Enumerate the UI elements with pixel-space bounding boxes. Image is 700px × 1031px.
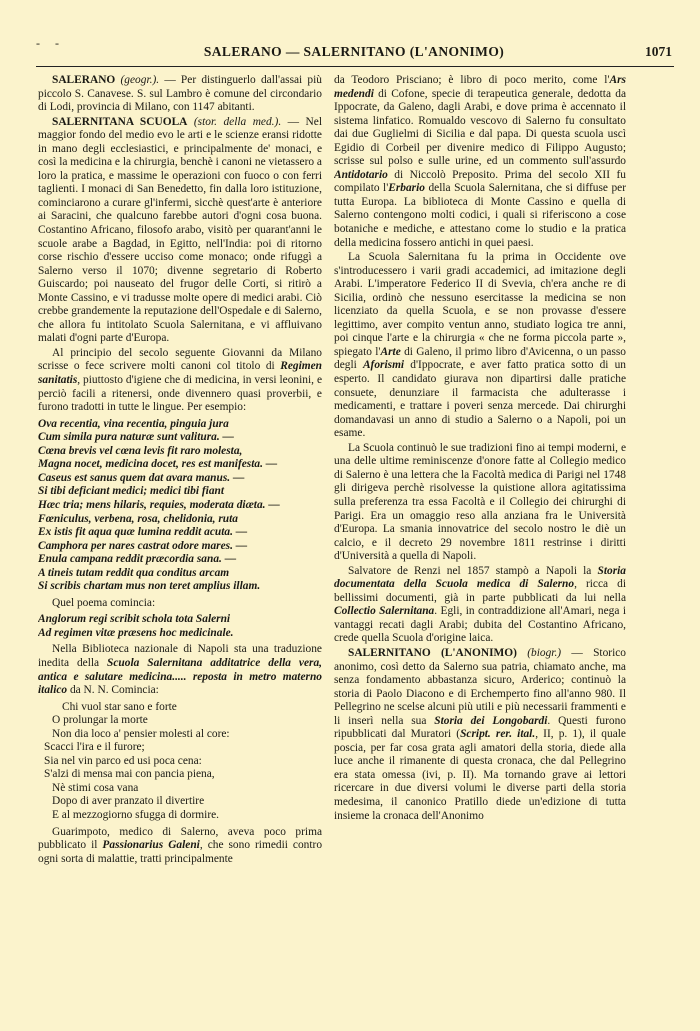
verse-line: A tineis tutam reddit qua conditus arcam (38, 566, 230, 579)
text-run: , che sono rimedii contro ogni sorta di malattie, tratti principalmente (38, 839, 322, 865)
header-rule (36, 66, 674, 67)
work-title: Script. rer. ital. (460, 728, 536, 741)
text-run: Nella Biblioteca nazionale di Napoli sta una traduzione inedita della (38, 643, 322, 669)
work-title: Antidotario (334, 168, 388, 181)
text-run: di Cofone, specie di terapeutica generale, dedotta da Ippocrate, da Galeno, dagli Arabi, e dove prima è accennato il sistema linfatico. Romualdo vescovo di Salerno fu consultato dai due Guglielmi di Sicilia e dal papa. Di questa scuola uscì Egidio di Corbeil per divenire medico di Filippo Augusto; scrisse sul polso e sulle urine, ed un commento sull'assurdo (334, 87, 626, 168)
left-column (38, 74, 322, 1019)
text-run: Al principio del secolo seguente Giovanni da Milano scrisse o fece scrivere molti canoni col titolo di (38, 346, 322, 373)
entry-tag: (stor. della med.). (193, 115, 282, 128)
entry-headword: SALERNITANO (L'ANONIMO) (348, 646, 517, 659)
verse-line: Caseus est sanus quem dat avara manus. — (38, 471, 245, 484)
paragraph: Quel poema comincia: (52, 596, 156, 609)
page-number: 1071 (645, 44, 672, 59)
paragraph (38, 347, 322, 415)
entry-headword: SALERANO (52, 74, 116, 86)
poem-line: Chi vuol star sano e forte (62, 700, 177, 713)
text-run: Guarimpoto, medico di Salerno, aveva poco prima pubblicato il (38, 825, 322, 852)
verse-line: Ex istis fit aqua quæ lumina reddit acuta. — (38, 526, 248, 539)
latin-verses-opening (38, 613, 322, 640)
text-run: . Egli, in contraddizione all'Amari, nega i vantaggi recati dagli Arabi; dubita del Costantino Africano, crede quella Scuola d'origine laica. (334, 605, 626, 645)
text-run: — Storico anonimo, così detto da Salerno sua patria, chiamato anche, ma senza fondamento abbastanza sicuro, Arderico; continuò la storia di Paolo Diacono e di Erchemperto fino all'anno 980. Il Pellegrino ne scelse alcuni più utili e più necessarii frammenti e li inserì nella sua (334, 646, 626, 727)
work-title: Scuola Salernitana additatrice della vera, antica e salutare medicina..... reposta in metro materno italico (38, 656, 322, 697)
poem-line: Sia nel vin parco ed usi poca cena: (44, 754, 202, 767)
entry-text: — Per distinguerlo dall'assai più piccolo S. Canavese. S. sul Lambro è comune del circondario di Lodi, provincia di Milano, con 1147 abitanti. (38, 74, 322, 114)
verse-line: Ad regimen vitæ præsens hoc medicinale. (38, 626, 234, 639)
paragraph (334, 251, 626, 441)
text-run: Salvatore de Renzi nel 1857 stampò a Napoli la (348, 564, 598, 577)
entry-tag: (biogr.) (527, 646, 562, 659)
work-title: Storia documentata della Scuola medica di Salerno (334, 564, 626, 591)
poem-line: E al mezzogiorno sfugga di dormire. (52, 808, 220, 821)
paragraph (38, 826, 322, 867)
header-mark: - - (36, 36, 65, 50)
verse-line: Hæc tria; mens hilaris, requies, moderata diæta. — (38, 498, 280, 511)
work-title: Passionarius Galeni (102, 839, 200, 852)
verse-line: Si tibi deficiant medici; medici tibi fiant (38, 485, 225, 498)
paragraph (334, 74, 626, 250)
verse-line: Camphora per nares castrat odore mares. — (38, 539, 248, 552)
work-title: Storia dei Longobardi (434, 714, 548, 727)
work-title: Aforismi (362, 359, 405, 372)
verse-line: Cum simila pura naturæ sunt valitura. — (38, 431, 234, 444)
verse-line: Anglorum regi scribit schola tota Salerni (38, 613, 231, 626)
text-run: di Niccolò Preposito. Prima del secolo XII fu compilato l' (334, 168, 626, 195)
text-run: La Scuola Salernitana fu la prima in Occidente ove s'introducessero i varii gradi accademici, ad imitazione degli Arabi. L'imperatore Federico II di Svevia, ch'era anche re di Sicilia, ordinò che nessuno esercitasse la medicina se non licenziato da quella Scuola, e se non provasse d'essere legittimo, aver compito ventun anno, studiato logica tre anni, poi cinque l'arte e la chirurgia « che ne forma piccola parte », spiegato l' (334, 251, 626, 358)
poem-line: O prolungar la morte (52, 714, 148, 727)
italian-poem (38, 701, 322, 823)
work-title: Collectio Salernitana (334, 605, 435, 618)
verse-line: Si scribis chartam mus non teret amplius illam. (38, 580, 261, 593)
paragraph: La Scuola continuò le sue tradizioni fino ai tempi moderni, e una delle ultime reminiscenze d'onore fatte al Collegio medico di Salerno è una lettera che la Facoltà medica di Parigi nel 1748 gli dirigeva perchè risolvesse la quistione allora agitatissima sulla preferenza tra essa Facoltà e il Collegio dei chirurghi di Parigi. Era un omaggio reso alla anziana fra le Università d'Europa. La smania innovatrice del secolo nostro le diè un calcio, e il decreto 29 novembre 1811 restrinse i diritti d'Università a quella di Napoli. (334, 441, 626, 563)
right-column (334, 74, 626, 1019)
verse-line: Cœna brevis vel cœna levis fit raro molesta, (38, 444, 243, 457)
entry-salerano (38, 74, 322, 115)
paragraph (334, 565, 626, 646)
poem-line: S'alzi di mensa mai con pancia piena, (44, 768, 215, 781)
work-title: Arte (380, 345, 401, 358)
running-header (36, 36, 672, 62)
poem-line: Scacci l'ira e il furore; (44, 741, 145, 754)
verse-line: Ova recentia, vina recentia, pinguia jura (38, 417, 229, 430)
entry-salernitano-anonimo (334, 647, 626, 823)
text-run: da N. N. Comincia: (67, 684, 159, 697)
text-run: da Teodoro Prisciano; è libro di poco merito, come l' (334, 74, 610, 86)
work-title: Ars medendi (334, 74, 626, 100)
header-title: SALERANO — SALERNITANO (L'ANONIMO) (203, 44, 505, 59)
work-title: Regimen sanitatis (38, 360, 322, 387)
text-run: d'Ippocrate, e aver fatto pratica sotto di un esperto. Il candidato giurava non dipartirsi dalle pratiche consuete, denunziare il farmacista che adulterasse i medicamenti, e trattare i poveri senza mercede. Dai chirurghi domandavasi un anno di studio a Salerno o a Napoli, poi un esame. (334, 359, 626, 440)
verse-line: Fœniculus, verbena, rosa, chelidonia, ruta (38, 512, 238, 525)
poem-line: Dopo di aver pranzato il divertire (52, 795, 205, 808)
text-run: , II, p. 1), il quale poscia, per far cosa grata agli amatori della storia, diede alla luce anche il rimanente di questa cronaca, che dal Pellegrino era stata omessa (ivi, p. II). Ma tornando grave ai lettori ricercare in due diversi volumi le diverse parti della storia medesima, il canonico Pratillo diede un'edizione di tutta insieme la cronaca dell'Anonimo (334, 728, 626, 822)
entry-salernitana-scuola (38, 116, 322, 346)
text-run: , piuttosto d'igiene che di medicina, in versi leonini, e perciò facili a ritenersi, onde divennero quasi proverbii, e furono tradotti in tutte le lingue. Per esempio: (38, 374, 322, 414)
text-run: . Questi furono ripubblicati dal Muratori ( (334, 714, 626, 741)
latin-verses (38, 418, 322, 594)
entry-headword: SALERNITANA SCUOLA (52, 115, 188, 128)
text-run: della Scuola Salernitana, che si diffuse per tutta Europa. La biblioteca di Monte Cassino e quella di Salerno contengono molti codici, i quali si riferiscono a cose botaniche e mediche, e attestano come lo studio e la pratica della medicina fossero antichi in quei paesi. (334, 182, 626, 249)
verse-line: Enula campana reddit præcordia sana. — (38, 553, 237, 566)
verse-line: Magna nocet, medicina docet, res est manifesta. — (38, 458, 278, 471)
entry-text: — Nel maggior fondo del medio evo le arti e le scienze eransi ridotte in mano degli ecclesiastici, e principalmente de' monaci, e così la medicina e la chirurgia, benchè i canoni ne vietassero a loro la pratica, e massime le operazioni con fuoco o con ferri taglienti. I monaci di San Benedetto, fin dalla loro istituzione, cominciarono a curare gl'infermi, sicchè quest'arte è anteriore ai Saracini, che qualcuno farebbe autori d'ogni cosa buona. Costantino Africano, filosofo arabo, visitò per quarant'anni le scuole arabe a Bagdad, in Egitto, nell'India: poi di ritorno corse rischio d'essere ucciso come monaco; onde rifuggì a Salerno verso il 1070; divenne segretario di Roberto Guiscardo; poi nauseato del frugor delle Corti, si ritirò a Monte Cassino, e vi tradusse molte opere di medici arabi. Ciò crebbe grandemente la reputazione dell'Ospedale e di Salerno, che allora fu intitolato Scuola Salernitana, e vi affluivano malati d'ogni parte d'Europa. (38, 115, 322, 345)
paragraph (38, 643, 322, 697)
entry-tag: (geogr.). (120, 74, 160, 86)
text-run: di Galeno, il primo libro d'Avicenna, o un passo degli (334, 345, 626, 372)
text-run: , ricca di bellissimi documenti, già in parte pubblicati da lui nella (334, 578, 626, 604)
poem-line: Non dia loco a' pensier molesti al core: (52, 727, 230, 740)
poem-line: Nè stimi cosa vana (52, 781, 139, 794)
work-title: Erbario (388, 182, 425, 195)
